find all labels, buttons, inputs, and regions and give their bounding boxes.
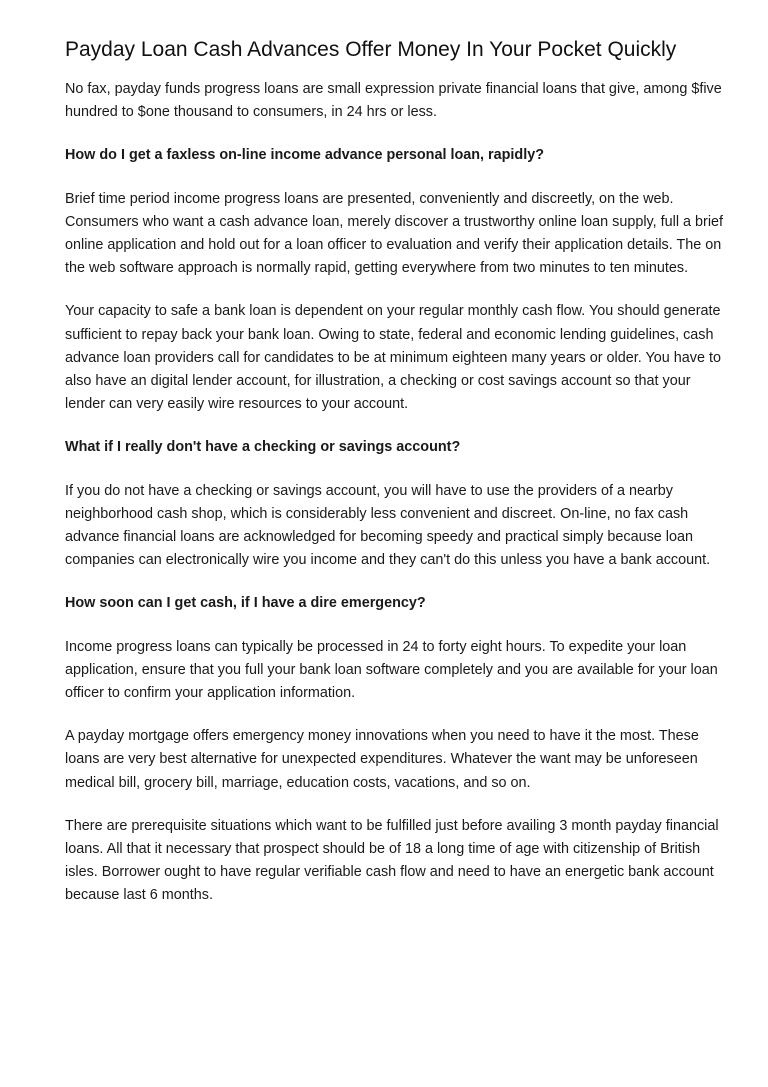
- paragraph-prerequisites: There are prerequisite situations which want to be fulfilled just before availing 3 month payday financial loans. All that it necessary that prospect should be of 18 a long time of age with citizenship of British isles. Borrower ought to have regular verifiable cash flow and need to have an energetic bank account because last 6 months.: [65, 817, 719, 904]
- section-heading-no-account: What if I really don't have a checking or savings account?: [65, 439, 461, 456]
- paragraph-intro: No fax, payday funds progress loans are small expression private financial loans that give, among $five hundred to $one thousand to consumers, in 24 hrs or less.: [65, 81, 722, 121]
- paragraph-processing-time: Income progress loans can typically be processed in 24 to forty eight hours. To expedite your loan application, ensure that you full your bank loan software completely and you are available for your loan officer to confirm your application information.: [65, 638, 718, 702]
- document-title: Payday Loan Cash Advances Offer Money In Your Pocket Quickly: [65, 38, 677, 61]
- paragraph-emergency-money: A payday mortgage offers emergency money innovations when you need to have it the most. These loans are very best alternative for unexpected expenditures. Whatever the want may be unforeseen medical bill, grocery bill, marriage, education costs, vacations, and so on.: [65, 728, 699, 791]
- paragraph-online-application: Brief time period income progress loans are presented, conveniently and discreetly, on the web. Consumers who want a cash advance loan, merely discover a trustworthy online loan supply, full a brief online application and hold out for a loan officer to evaluation and verify their application details. The on the web software approach is normally rapid, getting everywhere from two minutes to ten minutes.: [65, 190, 724, 277]
- paragraph-eligibility: Your capacity to safe a bank loan is dependent on your regular monthly cash flow. You should generate sufficient to repay back your bank loan. Owing to state, federal and economic lending guidelines, cash advance loan providers call for candidates to be at minimum eighteen many years or older. You have to also have an digital lender account, for illustration, a checking or cost savings account so that your lender can very easily wire resources to your account.: [65, 303, 721, 413]
- section-heading-faxless: How do I get a faxless on-line income advance personal loan, rapidly?: [65, 147, 545, 164]
- paragraph-cash-shop: If you do not have a checking or savings account, you will have to use the providers of a nearby neighborhood cash shop, which is considerably less convenient and discreet. On-line, no fax cash advance financial loans are acknowledged for becoming speedy and practical simply because loan companies can electronically wire you income and they can't do this unless you have a bank account.: [65, 482, 711, 569]
- section-heading-emergency: How soon can I get cash, if I have a dire emergency?: [65, 595, 426, 612]
- document-page: [65, 38, 725, 928]
